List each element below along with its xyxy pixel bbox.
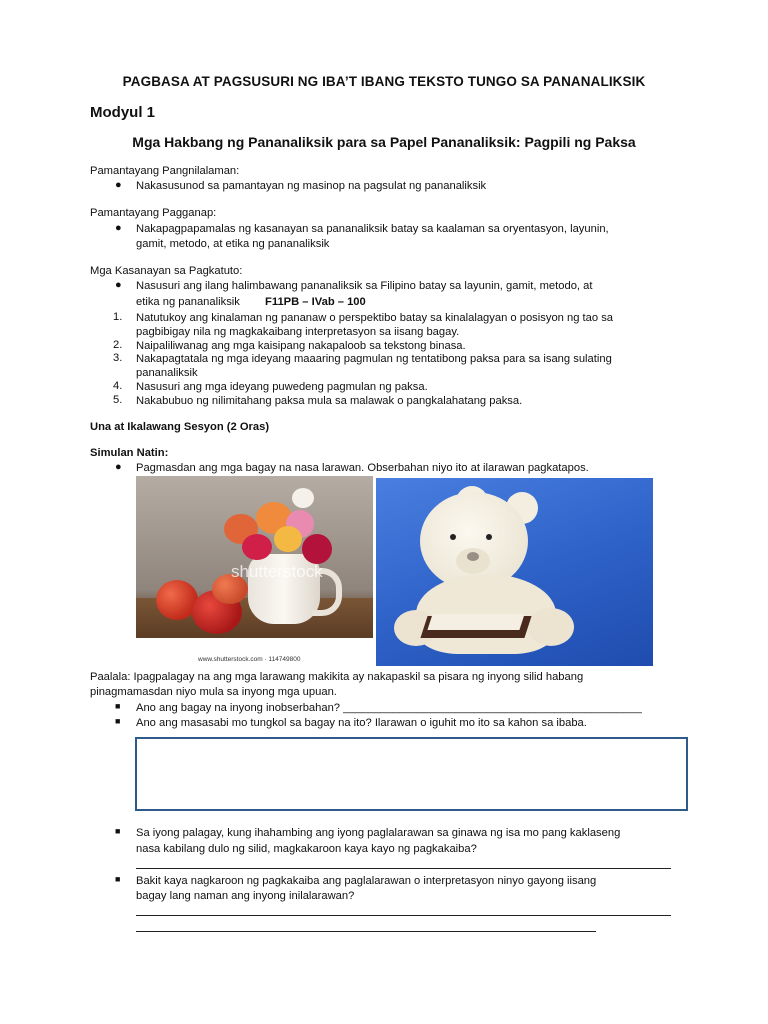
- competency-item-3-line-2: pananaliksik: [136, 367, 198, 379]
- competency-item-3-line-1: Nakapagtatala ng mga ideyang maaaring pagmulan ng tentatibong paksa para sa isang sulating: [136, 353, 612, 365]
- lesson-subtitle: Mga Hakbang ng Pananaliksik para sa Papel Pananaliksik: Pagpili ng Paksa: [132, 134, 636, 150]
- competency-bullet-line-2: etika ng pananaliksik: [136, 296, 240, 308]
- bear-eye: [450, 534, 456, 540]
- answer-line[interactable]: [136, 868, 671, 869]
- photo-caption: www.shutterstock.com · 114749800: [198, 656, 301, 663]
- watermark-text: shutterstock: [231, 562, 323, 581]
- bullet-icon: ●: [115, 279, 122, 291]
- competency-bullet-line-1: Nasusuri ang ilang halimbawang pananaliksik sa Filipino batay sa layunin, gamit, metodo, at: [136, 280, 593, 292]
- document-title: PAGBASA AT PAGSUSURI NG IBA’T IBANG TEKSTO TUNGO SA PANANALIKSIK: [122, 74, 646, 89]
- answer-line[interactable]: [136, 915, 671, 916]
- drawing-answer-box[interactable]: [135, 737, 688, 811]
- competency-item-4: Nasusuri ang mga ideyang puwedeng pagmulan ng paksa.: [136, 381, 428, 393]
- flowers-vase-photo: [136, 476, 373, 666]
- bullet-icon: ●: [115, 222, 122, 234]
- list-number: 3.: [113, 352, 123, 364]
- flower-white: [292, 488, 314, 508]
- simulan-heading: Simulan Natin:: [90, 447, 169, 459]
- question-3-line-1: Sa iyong palagay, kung ihahambing ang iyong paglalarawan sa ginawa ng isa mo pang kaklaseng: [136, 827, 621, 839]
- competencies-label: Mga Kasanayan sa Pagkatuto:: [90, 265, 243, 277]
- content-standard-item: Nakasusunod sa pamantayan ng masinop na pagsulat ng pananaliksik: [136, 180, 487, 192]
- performance-standard-line-2: gamit, metodo, at etika ng pananaliksik: [136, 238, 330, 250]
- question-4-line-1: Bakit kaya nagkaroon ng pagkakaiba ang paglalarawan o interpretasyon ninyo gayong iisang: [136, 875, 597, 887]
- performance-standard-label: Pamantayang Pagganap:: [90, 207, 217, 219]
- reminder-line-1: Paalala: Ipagpalagay na ang mga larawang makikita ay nakapaskil sa pisara ng inyong silid habang: [90, 671, 584, 683]
- reminder-line-2: pinagmamasdan niyo mula sa inyong mga upuan.: [90, 686, 337, 698]
- bullet-icon: ●: [115, 461, 122, 473]
- bear-nose: [467, 552, 479, 561]
- bullet-icon: ●: [115, 179, 122, 191]
- answer-line[interactable]: [136, 931, 596, 932]
- list-number: 2.: [113, 339, 123, 351]
- bear-foot: [528, 608, 574, 646]
- simulan-instruction: Pagmasdan ang mga bagay na nasa larawan. Obserbahan niyo ito at ilarawan pagkatapos.: [136, 462, 589, 474]
- content-standard-label: Pamantayang Pangnilalaman:: [90, 165, 240, 177]
- competency-item-5: Nakabubuo ng nilimitahang paksa mula sa malawak o pangkalahatang paksa.: [136, 395, 523, 407]
- square-bullet-icon: ■: [115, 716, 121, 726]
- question-3-line-2: nasa kabilang dulo ng silid, magkakaroon kaya kayo ng pagkakaiba?: [136, 843, 477, 855]
- competency-code: F11PB – IVab – 100: [265, 296, 366, 308]
- list-number: 5.: [113, 394, 123, 406]
- session-heading: Una at Ikalawang Sesyon (2 Oras): [90, 421, 270, 433]
- flower-yellow: [274, 526, 302, 552]
- teddy-bear-photo: [376, 478, 653, 666]
- list-number: 4.: [113, 380, 123, 392]
- square-bullet-icon: ■: [115, 701, 121, 711]
- bear-eye: [486, 534, 492, 540]
- list-number: 1.: [113, 311, 123, 323]
- flower-red: [242, 534, 272, 560]
- competency-item-2: Naipaliliwanag ang mga kaisipang nakapaloob sa tekstong binasa.: [136, 340, 466, 352]
- question-2: Ano ang masasabi mo tungkol sa bagay na ito? Ilarawan o iguhit mo ito sa kahon sa ibaba.: [136, 717, 587, 729]
- competency-item-1-line-1: Natutukoy ang kinalaman ng pananaw o perspektibo batay sa kinalalagyan o posisyon ng tao sa: [136, 312, 614, 324]
- competency-item-1-line-2: pagbibigay nila ng magkakaibang interpretasyon sa iisang bagay.: [136, 326, 460, 338]
- question-4-line-2: bagay lang naman ang inyong inilalarawan?: [136, 890, 355, 902]
- book-pages: [427, 614, 524, 630]
- question-1: Ano ang bagay na inyong inobserbahan? ________________________________________________: [136, 702, 642, 714]
- square-bullet-icon: ■: [115, 826, 121, 836]
- flower-red: [302, 534, 332, 564]
- performance-standard-line-1: Nakapagpapamalas ng kasanayan sa pananaliksik batay sa kaalaman sa oryentasyon, layunin,: [136, 223, 609, 235]
- square-bullet-icon: ■: [115, 874, 121, 884]
- module-heading: Modyul 1: [90, 104, 156, 121]
